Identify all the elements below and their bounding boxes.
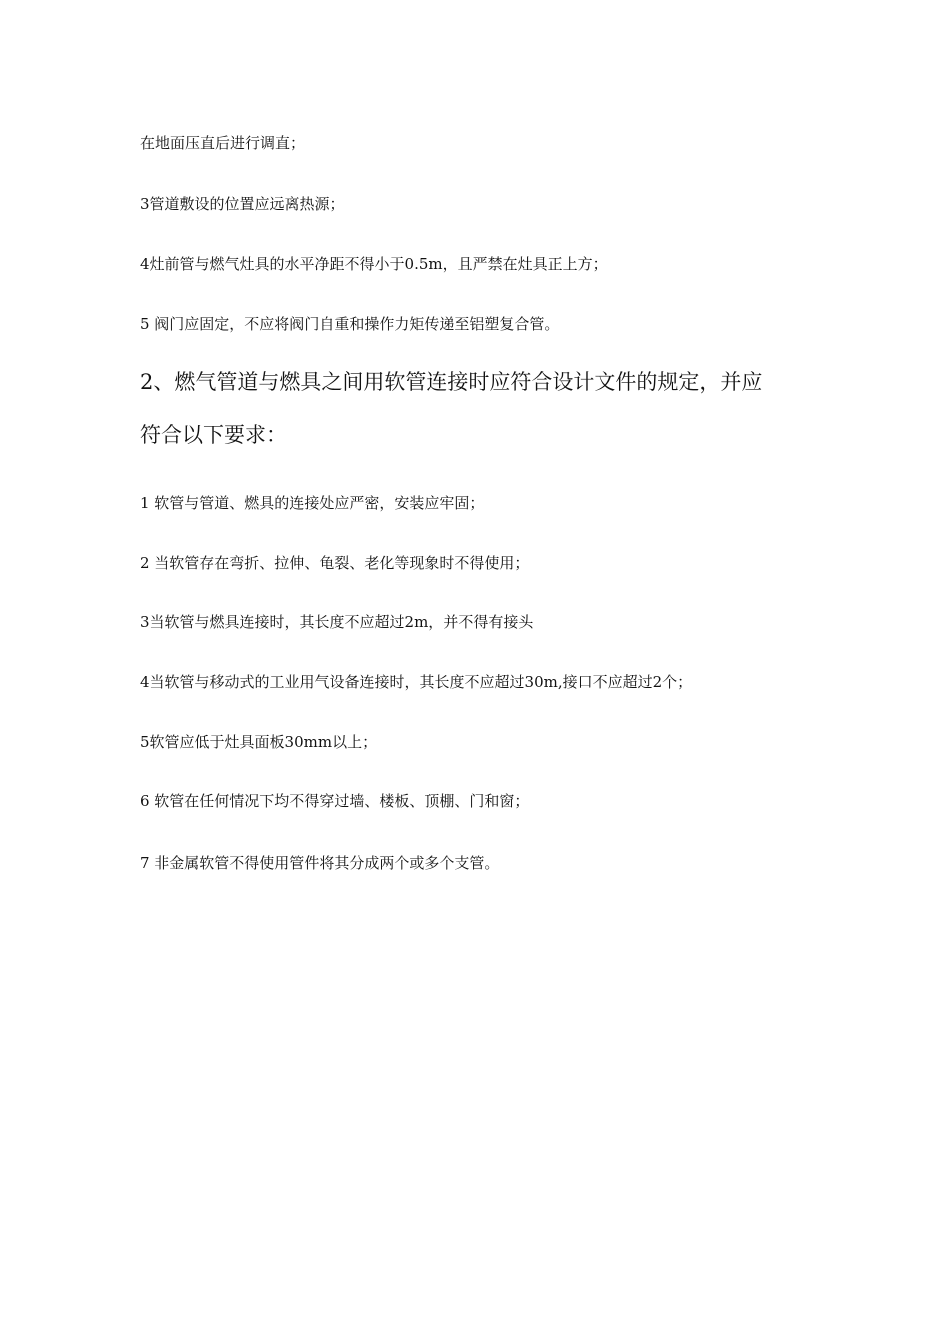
text-line-hose-item-1: 1 软管与管道、燃具的连接处应严密，安装应牢固； — [140, 494, 485, 512]
text-line-hose-item-4: 4当软管与移动式的工业用气设备连接时，其长度不应超过30m,接口不应超过2个； — [140, 673, 693, 691]
text-line-item-5-valve: 5 阀门应固定，不应将阀门自重和操作力矩传递至铝塑复合管。 — [140, 315, 560, 333]
section-heading-line-1: 2、燃气管道与燃具之间用软管连接时应符合设计文件的规定，并应 — [140, 370, 763, 394]
text-line-straighten: 在地面压直后进行调直； — [140, 134, 306, 152]
text-line-item-4-stove-distance: 4灶前管与燃气灶具的水平净距不得小于0.5m，且严禁在灶具正上方； — [140, 255, 608, 273]
text-line-hose-item-3: 3当软管与燃具连接时，其长度不应超过2m，并不得有接头 — [140, 613, 534, 631]
text-line-hose-item-2: 2 当软管存在弯折、拉伸、龟裂、老化等现象时不得使用； — [140, 554, 530, 572]
text-line-item-3-heat-source: 3管道敷设的位置应远离热源； — [140, 195, 345, 213]
text-line-hose-item-5: 5软管应低于灶具面板30mm以上； — [140, 733, 378, 751]
text-line-hose-item-7: 7 非金属软管不得使用管件将其分成两个或多个支管。 — [140, 854, 500, 872]
text-line-hose-item-6: 6 软管在任何情况下均不得穿过墙、楼板、顶棚、门和窗； — [140, 792, 530, 810]
section-heading-line-2: 符合以下要求： — [140, 423, 287, 447]
